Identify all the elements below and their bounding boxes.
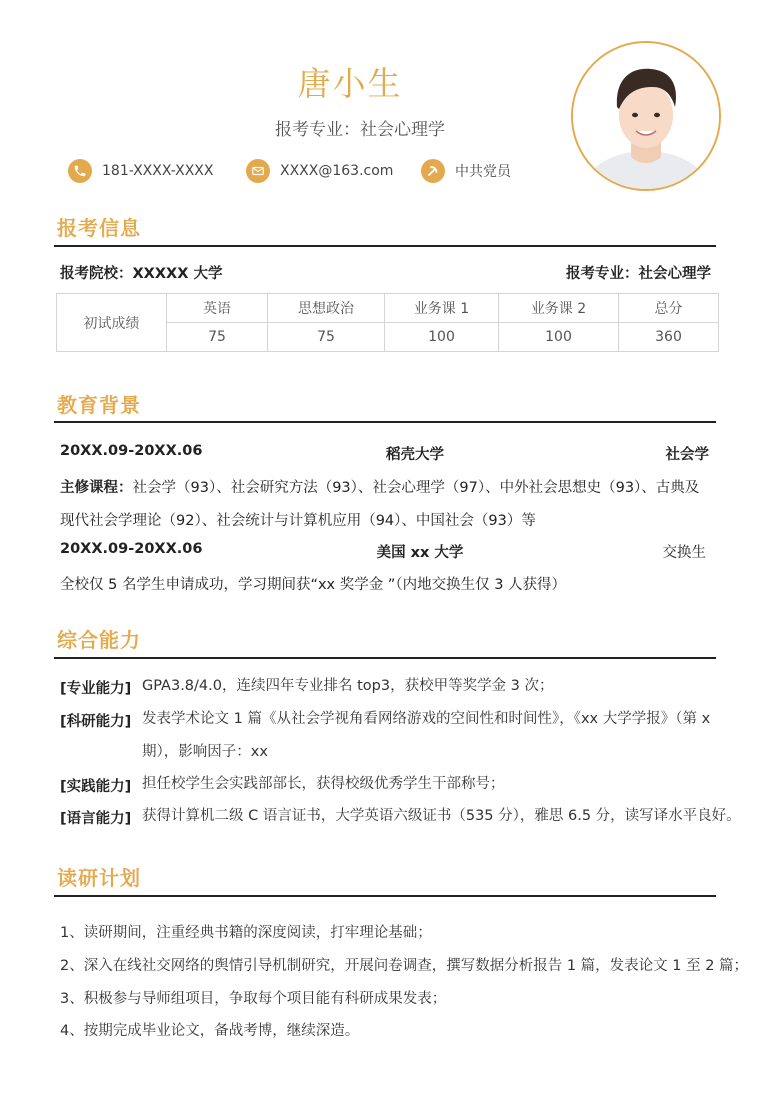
table-cell: 360 bbox=[619, 323, 719, 352]
table-cell: 75 bbox=[268, 323, 385, 352]
courses-line-1 bbox=[60, 476, 699, 497]
ability-label: [实践能力] bbox=[60, 779, 132, 795]
section-divider bbox=[54, 245, 716, 247]
education-school: 稻壳大学 bbox=[386, 447, 444, 463]
target-school: 报考院校：XXXXX 大学 bbox=[60, 266, 223, 282]
section-divider bbox=[54, 657, 716, 659]
ability-text: GPA3.8/4.0，连续四年专业排名 top3，获校甲等奖学金 3 次； bbox=[142, 678, 554, 694]
education-date: 20XX.09-20XX.06 bbox=[60, 541, 203, 557]
ability-text: 获得计算机二级 C 语言证书，大学英语六级证书（535 分），雅思 6.5 分，读写译水平良好。 bbox=[142, 808, 741, 824]
email-contact bbox=[246, 158, 393, 184]
table-cell: 75 bbox=[167, 323, 268, 352]
table-cell: 100 bbox=[499, 323, 619, 352]
courses-line-2: 现代社会学理论（92）、社会统计与计算机应用（94）、中国社会（93）等 bbox=[60, 513, 536, 529]
party-emblem-icon bbox=[421, 159, 445, 183]
plan-item: 1、读研期间，注重经典书籍的深度阅读，打牢理论基础； bbox=[60, 925, 432, 941]
phone-number: 181-XXXX-XXXX bbox=[102, 163, 214, 179]
target-major: 报考专业：社会心理学 bbox=[275, 120, 445, 140]
phone-contact bbox=[68, 158, 213, 184]
section-title-ability: 综合能力 bbox=[57, 628, 141, 652]
politics-contact bbox=[421, 158, 511, 184]
target-major-right: 报考专业：社会心理学 bbox=[566, 266, 711, 282]
plan-item: 3、积极参与导师组项目，争取每个项目能有科研成果发表； bbox=[60, 991, 447, 1007]
ability-label: [语言能力] bbox=[60, 811, 132, 827]
ability-label: [科研能力] bbox=[60, 714, 132, 730]
plan-item: 2、深入在线社交网络的舆情引导机制研究，开展问卷调查，撰写数据分析报告 1 篇，发表论文 1 至 2 篇； bbox=[60, 958, 749, 974]
ability-item bbox=[60, 703, 720, 769]
mail-icon bbox=[246, 159, 270, 183]
education-date: 20XX.09-20XX.06 bbox=[60, 443, 203, 459]
education-school: 美国 xx 大学 bbox=[376, 545, 464, 561]
email-address: XXXX@163.com bbox=[280, 163, 394, 179]
score-row-label: 初试成绩 bbox=[57, 294, 167, 352]
section-title-plan: 读研计划 bbox=[57, 866, 141, 890]
ability-text: 发表学术论文 1 篇《从社会学视角看网络游戏的空间性和时间性》，《xx 大学学报》（第 x 期），影响因子：xx bbox=[142, 711, 711, 760]
candidate-name: 唐小生 bbox=[297, 64, 403, 103]
table-header-cell: 业务课 1 bbox=[385, 294, 499, 323]
ability-item bbox=[60, 800, 741, 833]
section-title-education: 教育背景 bbox=[57, 393, 141, 417]
courses-label: 主修课程： bbox=[60, 480, 133, 496]
phone-icon bbox=[68, 159, 92, 183]
table-header-cell: 思想政治 bbox=[268, 294, 385, 323]
section-divider bbox=[54, 895, 716, 897]
ability-item bbox=[60, 670, 720, 703]
section-divider bbox=[54, 421, 716, 423]
table-row bbox=[57, 294, 719, 323]
political-status: 中共党员 bbox=[455, 164, 511, 180]
education-major: 社会学 bbox=[665, 447, 709, 463]
ability-text: 担任校学生会实践部部长，获得校级优秀学生干部称号； bbox=[142, 776, 505, 792]
ability-item bbox=[60, 768, 720, 801]
table-header-cell: 总分 bbox=[619, 294, 719, 323]
education-role: 交换生 bbox=[662, 545, 706, 561]
section-title-apply: 报考信息 bbox=[57, 216, 141, 240]
exchange-note: 全校仅 5 名学生申请成功，学习期间获“xx 奖学金 ”（内地交换生仅 3 人获得） bbox=[60, 577, 567, 593]
table-header-cell: 英语 bbox=[167, 294, 268, 323]
table-cell: 100 bbox=[385, 323, 499, 352]
plan-item: 4、按期完成毕业论文，备战考博，继续深造。 bbox=[60, 1023, 360, 1039]
exam-score-table bbox=[56, 293, 719, 352]
ability-label: [专业能力] bbox=[60, 681, 132, 697]
table-header-cell: 业务课 2 bbox=[499, 294, 619, 323]
profile-photo bbox=[571, 41, 721, 191]
courses-text: 社会学（93）、社会研究方法（93）、社会心理学（97）、中外社会思想史（93）、古典及 bbox=[132, 480, 700, 496]
